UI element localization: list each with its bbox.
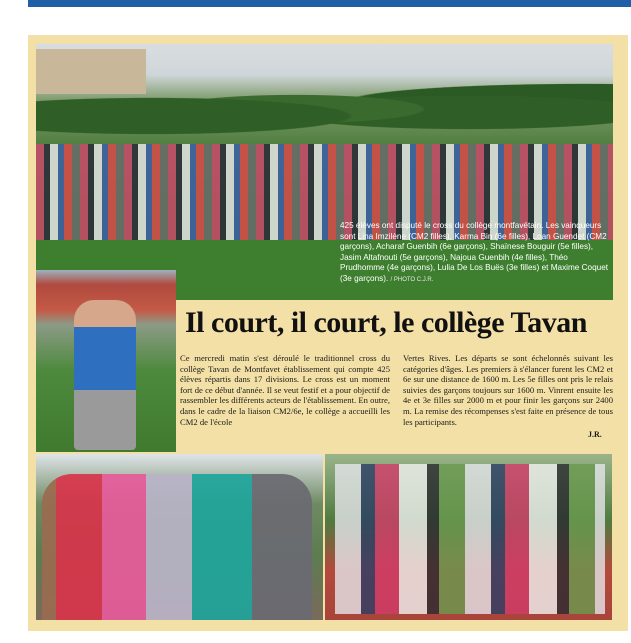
caption-text: 425 élèves ont disputé le cross du collège montfavétain. Les vainqueurs sont Lina Imzilène (CM2 filles), Karma Bin (6e filles), Loan Guendet (CM2 garçons), Acharaf Guenbih (6e garçons), Shaïnese Bouguir (5e filles), Jasim Altafnouti (5e garçons), Najoua Guenbih (4e filles), Théo Prudhomme (4e garçons), Lulia De Los Buës (3e filles) et Maxime Coquet (3e garçons). [340, 221, 609, 283]
photo-credit: / PHOTO C.J.R. [390, 276, 434, 283]
photo-boy-figure [74, 300, 136, 450]
photo-girls-running [325, 454, 612, 620]
photo-girls-group [42, 474, 312, 620]
body-column-1: Ce mercredi matin s'est déroulé le traditionnel cross du collège Tavan de Montfavet établissement qui compte 425 élèves répartis dans 17 divisions. Le cross est un moment fort de ce début d'année. Il se veut festif et a pour objectif de rassembler les différents acteurs de l'établissement. En outre, dans le cadre de la liaison CM2/6e, le collège a accueilli les CM2 de l'école [180, 353, 390, 427]
top-rule [28, 0, 631, 7]
photo-trees [36, 74, 613, 144]
body-column-2: Vertes Rives. Les départs se sont échelonnés suivant les catégories d'âges. Les premiers à s'élancer furent les CM2 et 6e sur une distance de 1600 m. Les 5e filles ont pris le relais suivies des garçons toujours sur 1600 m. Vinrent ensuite les 4e et 3e filles sur 2000 m et pour finir les garçons sur 2400 m. La remise des récompenses s'est faite en présence de tous les participants. [403, 353, 613, 427]
photo-girls-medals [36, 454, 323, 620]
author-signature: J.R. [588, 430, 602, 439]
headline: Il court, il court, le collège Tavan [185, 306, 587, 339]
photo-caption [340, 221, 614, 286]
photo-boy-runner [36, 270, 176, 452]
photo-running-group [335, 464, 605, 614]
